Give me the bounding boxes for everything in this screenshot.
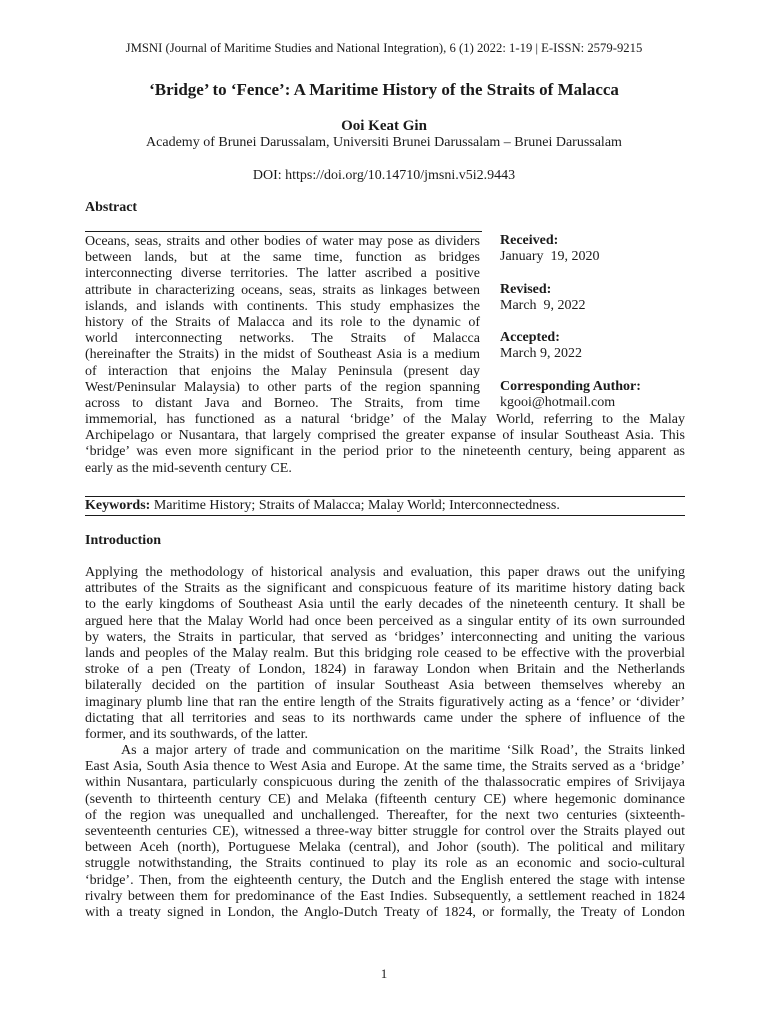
intro-line: (seventh to thirteenth century CE) and Melaka (fifteenth century CE) where hegemonic dominance <box>85 791 685 807</box>
intro-line: Applying the methodology of historical analysis and evaluation, this paper draws out the unifying <box>85 565 685 580</box>
abstract-top-rule <box>85 231 482 232</box>
abstract-line: Archipelago or Nusantara, that largely comprised the greater expanse of insular Southeast Asia. This <box>85 428 685 444</box>
abstract-line: of interaction that enjoins the Malay Peninsula (present day <box>85 363 480 379</box>
intro-line: rivalry between them for predominance of the East Indies. Subsequently, a settlement reached in 1824 <box>85 888 685 904</box>
abstract-line: Oceans, seas, straits and other bodies of water may pose as dividers <box>85 234 480 249</box>
author-name: Ooi Keat Gin <box>341 118 427 134</box>
abstract-heading: Abstract <box>85 200 138 215</box>
intro-line: struggle notwithstanding, the Straits continued to play its role as an economic and socio-cultural <box>85 856 685 872</box>
corresponding-author-label: Corresponding Author: <box>500 378 641 394</box>
abstract-line: West/Peninsular Malaysia) to other parts of the region spanning <box>85 379 480 395</box>
intro-line: to the early kingdoms of Southeast Asia until the early decades of the nineteenth century. It shall be <box>85 597 685 613</box>
intro-line: within Nusantara, particularly conspicuous during the zenith of the thalassocratic empires of Srivijaya <box>85 775 685 791</box>
abstract-line: immemorial, has functioned as a natural ‘bridge’ of the Malay World, referring to the Malay <box>85 412 685 428</box>
intro-line: imaginary plumb line that ran the entire length of the Straits figuratively acting as a ‘fence’ or ‘divider’ <box>85 694 685 710</box>
author-email[interactable]: kgooi@hotmail.com <box>500 394 616 410</box>
intro-line: dictating that all territories and seas to its northwards came under the sphere of influence of the <box>85 710 685 726</box>
intro-line: East Asia, South Asia thence to West Asia and Europe. At the same time, the Straits served as a ‘bridge’ <box>85 759 685 775</box>
intro-line: bilaterally decided on the partition of insular Southeast Asia between themselves whereby an <box>85 678 685 694</box>
keywords-text: Maritime History; Straits of Malacca; Malay World; Interconnectedness. <box>153 498 560 513</box>
abstract-line: attribute in characterizing oceans, seas, straits as linkages between <box>85 282 480 298</box>
corresponding-group <box>500 379 685 411</box>
abstract-line: history of the Straits of Malacca and its role to the dynamic of <box>85 314 480 330</box>
introduction-heading: Introduction <box>85 533 161 548</box>
keywords-label: Keywords: <box>85 498 151 513</box>
intro-line: seventeenth centuries CE), witnessed a three-way bitter struggle for control over the Straits played out <box>85 824 685 839</box>
keywords-box <box>85 496 685 516</box>
revised-label: Revised: <box>500 281 552 297</box>
accepted-date: March 9, 2022 <box>500 346 583 362</box>
journal-header: JMSNI (Journal of Maritime Studies and National Integration), 6 (1) 2022: 1-19 | E-ISSN: 2579-9215 <box>125 41 643 55</box>
abstract-line: interconnecting diverse territories. The latter ascribed a positive <box>85 266 480 282</box>
revised-group <box>500 282 685 314</box>
intro-line: argued here that the Malay World had once been perceived as a singular entity of its own surrounded <box>85 613 685 629</box>
intro-line: stroke of a pen (Treaty of London, 1824) in faraway London when Britain and the Netherlands <box>85 662 685 678</box>
abstract-line: islands, and islands with continents. This study emphasizes the <box>85 298 480 314</box>
article-info-panel <box>500 233 685 427</box>
doi-link[interactable]: https://doi.org/10.14710/jmsni.v5i2.9443 <box>285 168 516 183</box>
abstract-line: between lands, but at the same time, function as bridges <box>85 250 480 266</box>
intro-line: attributes of the Straits as the significant and conspicuous feature of its maritime history dating back <box>85 581 685 597</box>
revised-date: March 9, 2022 <box>500 297 586 313</box>
abstract-line: ‘bridge’ was even more significant in the period prior to the nineteenth century, being apparent as <box>85 444 685 460</box>
abstract-line: across to distant Java and Borneo. The Straits, from time <box>85 395 480 411</box>
intro-line: by waters, the Straits in particular, that served as ‘bridges’ interconnecting and uniting the various <box>85 629 685 645</box>
abstract-line: (hereinafter the Straits) in the midst of Southeast Asia is a medium <box>85 347 480 363</box>
received-group <box>500 233 685 265</box>
received-label: Received: <box>500 233 559 248</box>
abstract-line: world interconnecting networks. The Straits of Malacca <box>85 331 480 347</box>
introduction-text <box>85 565 685 921</box>
doi-label: DOI: <box>252 168 282 183</box>
author-affiliation: Academy of Brunei Darussalam, Universiti Brunei Darussalam – Brunei Darussalam <box>146 135 622 150</box>
intro-line: between Aceh (north), Portuguese Melaka (central), and Johor (south). The political and military <box>85 840 685 856</box>
intro-line: of the region was unequalled and unchallenged. Thereafter, for the next two centuries (sixteenth- <box>85 807 685 823</box>
intro-line: with a treaty signed in London, the Anglo-Dutch Treaty of 1824, or formally, the Treaty of London <box>85 904 685 920</box>
paragraph <box>85 565 685 743</box>
doi-line <box>0 168 768 184</box>
intro-line: ‘bridge’. Then, from the eighteenth century, the Dutch and the English entered the stage with intense <box>85 872 685 888</box>
accepted-label: Accepted: <box>500 330 560 346</box>
accepted-group <box>500 330 685 362</box>
intro-line: lands and peoples of the Malay realm. But this bridging role ceased to be effective with the proverbial <box>85 645 685 661</box>
abstract-line: early as the mid-seventh century CE. <box>85 460 292 476</box>
intro-line: As a major artery of trade and communication on the maritime ‘Silk Road’, the Straits linked <box>121 743 685 759</box>
article-title: ‘Bridge’ to ‘Fence’: A Maritime History of the Straits of Malacca <box>149 80 619 99</box>
received-date: January 19, 2020 <box>500 249 600 265</box>
paragraph <box>85 743 685 921</box>
intro-line: former, and its southwards, of the latter. <box>85 726 308 742</box>
page-number: 1 <box>380 966 388 981</box>
